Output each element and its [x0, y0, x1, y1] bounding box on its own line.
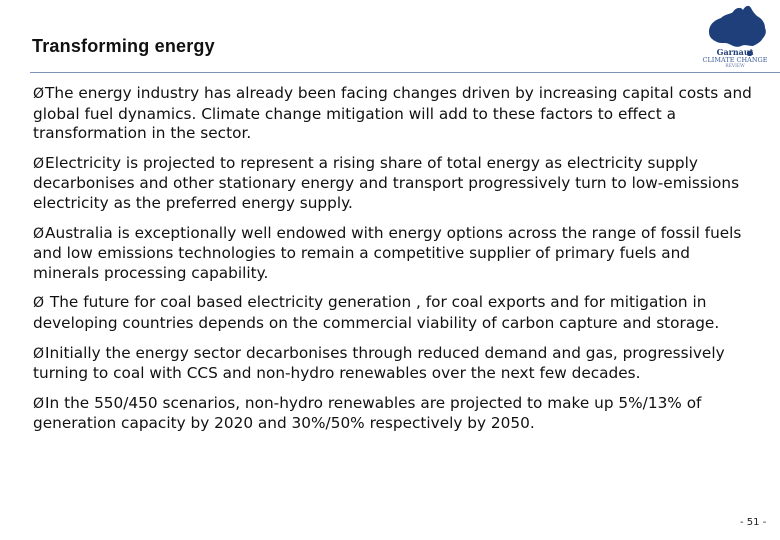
arrow-bullet-icon: Ø — [33, 295, 45, 312]
bullet-text: The energy industry has already been facing changes driven by increasing capital costs and global fuel dynamics. Climate change mitigation will add to these factors to effect a transformation in the sector. — [33, 84, 752, 143]
page-number: - 51 - — [740, 517, 767, 528]
bullet-text: Initially the energy sector decarbonises through reduced demand and gas, progressively turning to coal with CCS and non-hydro renewables over the next few decades. — [33, 343, 725, 383]
logo-line-3: REVIEW — [725, 63, 745, 69]
logo-line-1: Garnaut — [716, 47, 754, 57]
bullet-list — [33, 84, 753, 444]
bullet-item — [33, 154, 753, 214]
title-divider — [30, 72, 780, 73]
logo-line-2: CLIMATE CHANGE — [702, 56, 768, 64]
arrow-bullet-icon: Ø — [33, 345, 45, 362]
bullet-text: Australia is exceptionally well endowed with energy options across the range of fossil fuels and low emissions technologies to remain a competitive supplier of primary fuels and minerals processing capability. — [33, 223, 742, 282]
bullet-item — [33, 224, 753, 284]
bullet-item — [33, 344, 753, 384]
arrow-bullet-icon: Ø — [33, 395, 45, 412]
arrow-bullet-icon: Ø — [33, 155, 45, 172]
bullet-item — [33, 84, 753, 144]
arrow-bullet-icon: Ø — [33, 86, 45, 102]
arrow-bullet-icon: Ø — [33, 225, 45, 242]
page-title: Transforming energy — [32, 36, 215, 56]
bullet-text: The future for coal based electricity generation , for coal exports and for mitigation in developing countries depends on the commercial viability of carbon capture and storage. — [33, 293, 720, 332]
bullet-item — [33, 293, 753, 333]
garnaut-logo-text — [695, 48, 775, 69]
bullet-text: Electricity is projected to represent a rising share of total energy as electricity supply decarbonises and other stationary energy and transport progressively turn to low-emissions electricity as the preferred energy supply. — [33, 153, 740, 212]
bullet-item — [33, 394, 753, 434]
bullet-text: In the 550/450 scenarios, non-hydro renewables are projected to make up 5%/13% of generation capacity by 2020 and 30%/50% respectively by 2050. — [33, 393, 702, 433]
